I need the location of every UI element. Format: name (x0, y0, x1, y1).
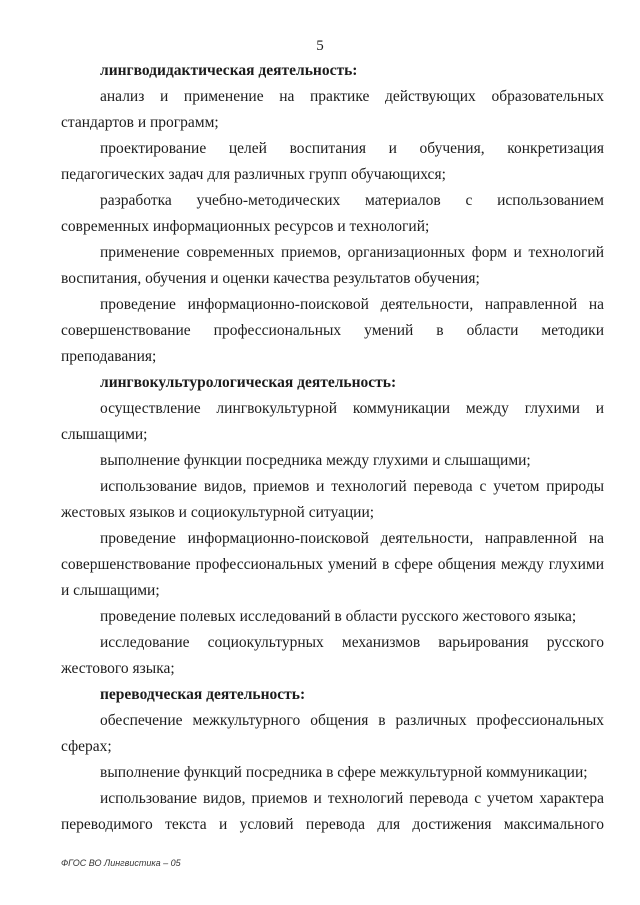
section-heading: переводческая деятельность: (100, 686, 306, 703)
list-item: использование видов, приемов и технологий перевода с учетом природы жестовых языков и социокультурной ситуации; (61, 478, 604, 521)
list-item: проведение полевых исследований в области русского жестового языка; (100, 608, 577, 625)
list-item: проведение информационно-поисковой деятельности, направленной на совершенствование профессиональных умений в области методики преподавания; (61, 296, 604, 365)
section-heading: лингводидактическая деятельность: (100, 62, 358, 79)
section-heading: лингвокультурологическая деятельность: (100, 374, 397, 391)
page-number: 5 (316, 38, 324, 54)
list-item: применение современных приемов, организационных форм и технологий воспитания, обучения и оценки качества результатов обучения; (61, 244, 604, 287)
list-item: проведение информационно-поисковой деятельности, направленной на совершенствование профессиональных умений в сфере общения между глухими и слышащими; (61, 530, 604, 599)
document-body (61, 58, 604, 838)
list-item: разработка учебно-методических материалов с использованием современных информационных ресурсов и технологий; (61, 192, 604, 235)
document-footer: ФГОС ВО Лингвистика – 05 (61, 858, 181, 868)
list-item: использование видов, приемов и технологий перевода с учетом характера переводимого текста и условий перевода для достижения максимального (61, 790, 604, 833)
list-item: обеспечение межкультурного общения в различных профессиональных сферах; (61, 712, 604, 755)
list-item: проектирование целей воспитания и обучения, конкретизация педагогических задач для различных групп обучающихся; (61, 140, 604, 183)
list-item: выполнение функций посредника в сфере межкультурной коммуникации; (100, 764, 588, 781)
list-item: осуществление лингвокультурной коммуникации между глухими и слышащими; (61, 400, 604, 443)
list-item: исследование социокультурных механизмов варьирования русского жестового языка; (61, 634, 604, 677)
list-item: анализ и применение на практике действующих образовательных стандартов и программ; (61, 88, 604, 131)
list-item: выполнение функции посредника между глухими и слышащими; (100, 452, 531, 469)
